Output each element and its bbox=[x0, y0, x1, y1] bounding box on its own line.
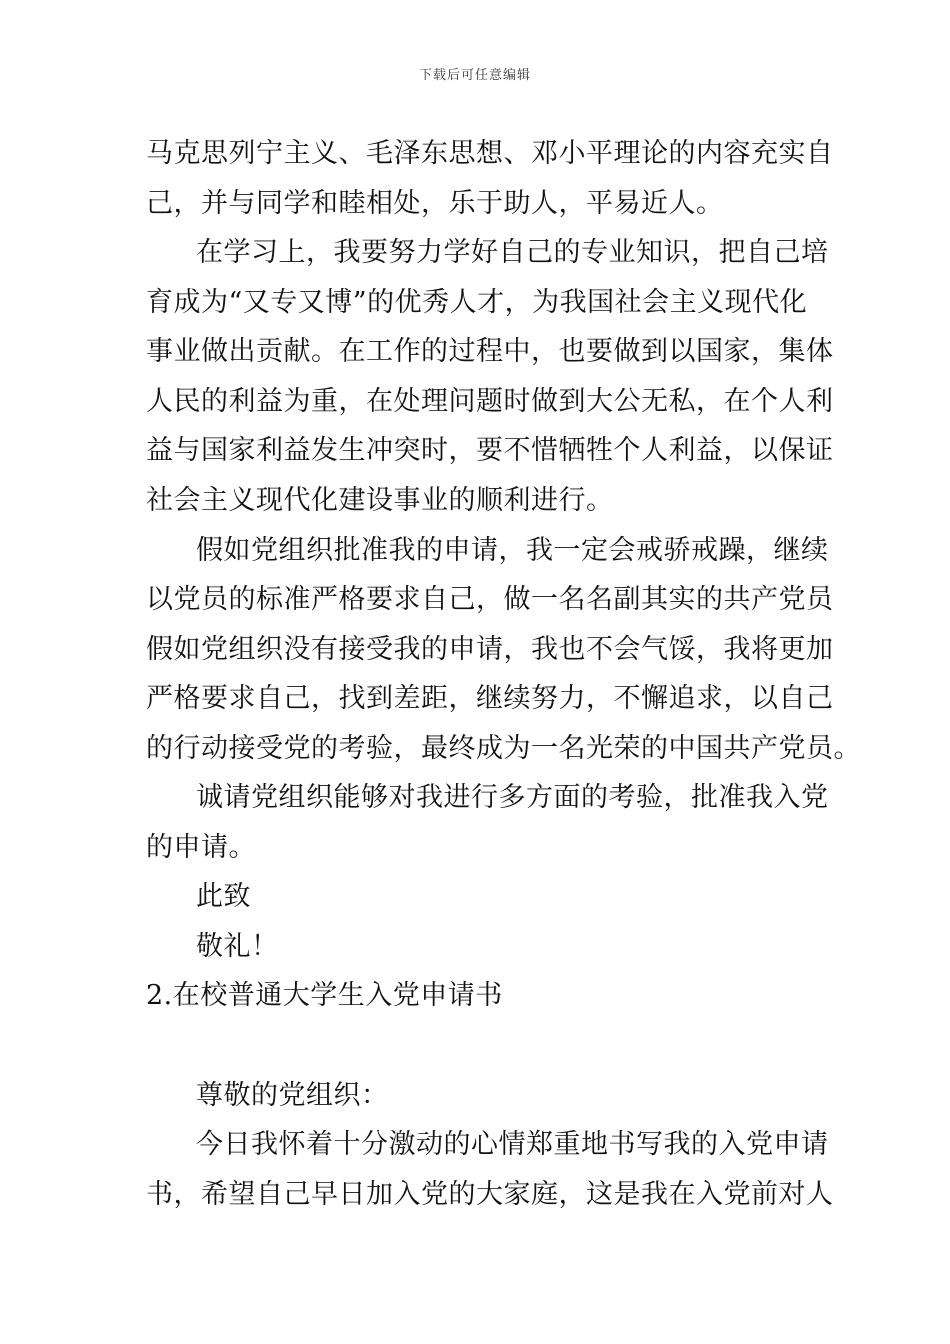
body-line: 育成为“又专又博”的优秀人才，为我国社会主义现代化 bbox=[146, 287, 808, 318]
body-line: 假如党组织批准我的申请，我一定会戒骄戒躁，继续 bbox=[196, 535, 829, 566]
body-line: 以党员的标准严格要求自己，做一名名副其实的共产党员 bbox=[146, 584, 834, 615]
body-line: 人民的利益为重，在处理问题时做到大公无私，在个人利 bbox=[146, 386, 834, 417]
page-header: 下载后可任意编辑 bbox=[418, 68, 531, 83]
body-line: 严格要求自己，找到差距，继续努力，不懈追求，以自己 bbox=[146, 683, 834, 714]
body-line: 诚请党组织能够对我进行多方面的考验，批准我入党 bbox=[196, 782, 829, 813]
section-heading: 2.在校普通大学生入党申请书 bbox=[146, 980, 503, 1011]
body-line: 马克思列宁主义、毛泽东思想、邓小平理论的内容充实自 bbox=[146, 138, 834, 169]
body-line: 益与国家利益发生冲突时，要不惜牺牲个人利益，以保证 bbox=[146, 435, 834, 466]
body-line: 事业做出贡献。在工作的过程中，也要做到以国家，集体 bbox=[146, 336, 834, 367]
body-line: 己，并与同学和睦相处，乐于助人，平易近人。 bbox=[146, 188, 724, 219]
body-line: 社会主义现代化建设事业的顺利进行。 bbox=[146, 485, 614, 516]
body-line: 的行动接受党的考验，最终成为一名光荣的中国共产党员。 bbox=[146, 733, 861, 764]
letter-greeting: 尊敬的党组织： bbox=[196, 1080, 389, 1111]
body-line: 假如党组织没有接受我的申请，我也不会气馁，我将更加 bbox=[146, 634, 834, 665]
body-line: 书，希望自己早日加入党的大家庭，这是我在入党前对人 bbox=[146, 1179, 834, 1210]
body-line: 在学习上，我要努力学好自己的专业知识，把自己培 bbox=[196, 237, 829, 268]
body-line: 的申请。 bbox=[146, 832, 256, 863]
closing-salutation: 此致 bbox=[196, 881, 251, 912]
closing-salutation: 敬礼！ bbox=[196, 931, 279, 962]
body-line: 今日我怀着十分激动的心情郑重地书写我的入党申请 bbox=[196, 1129, 829, 1160]
